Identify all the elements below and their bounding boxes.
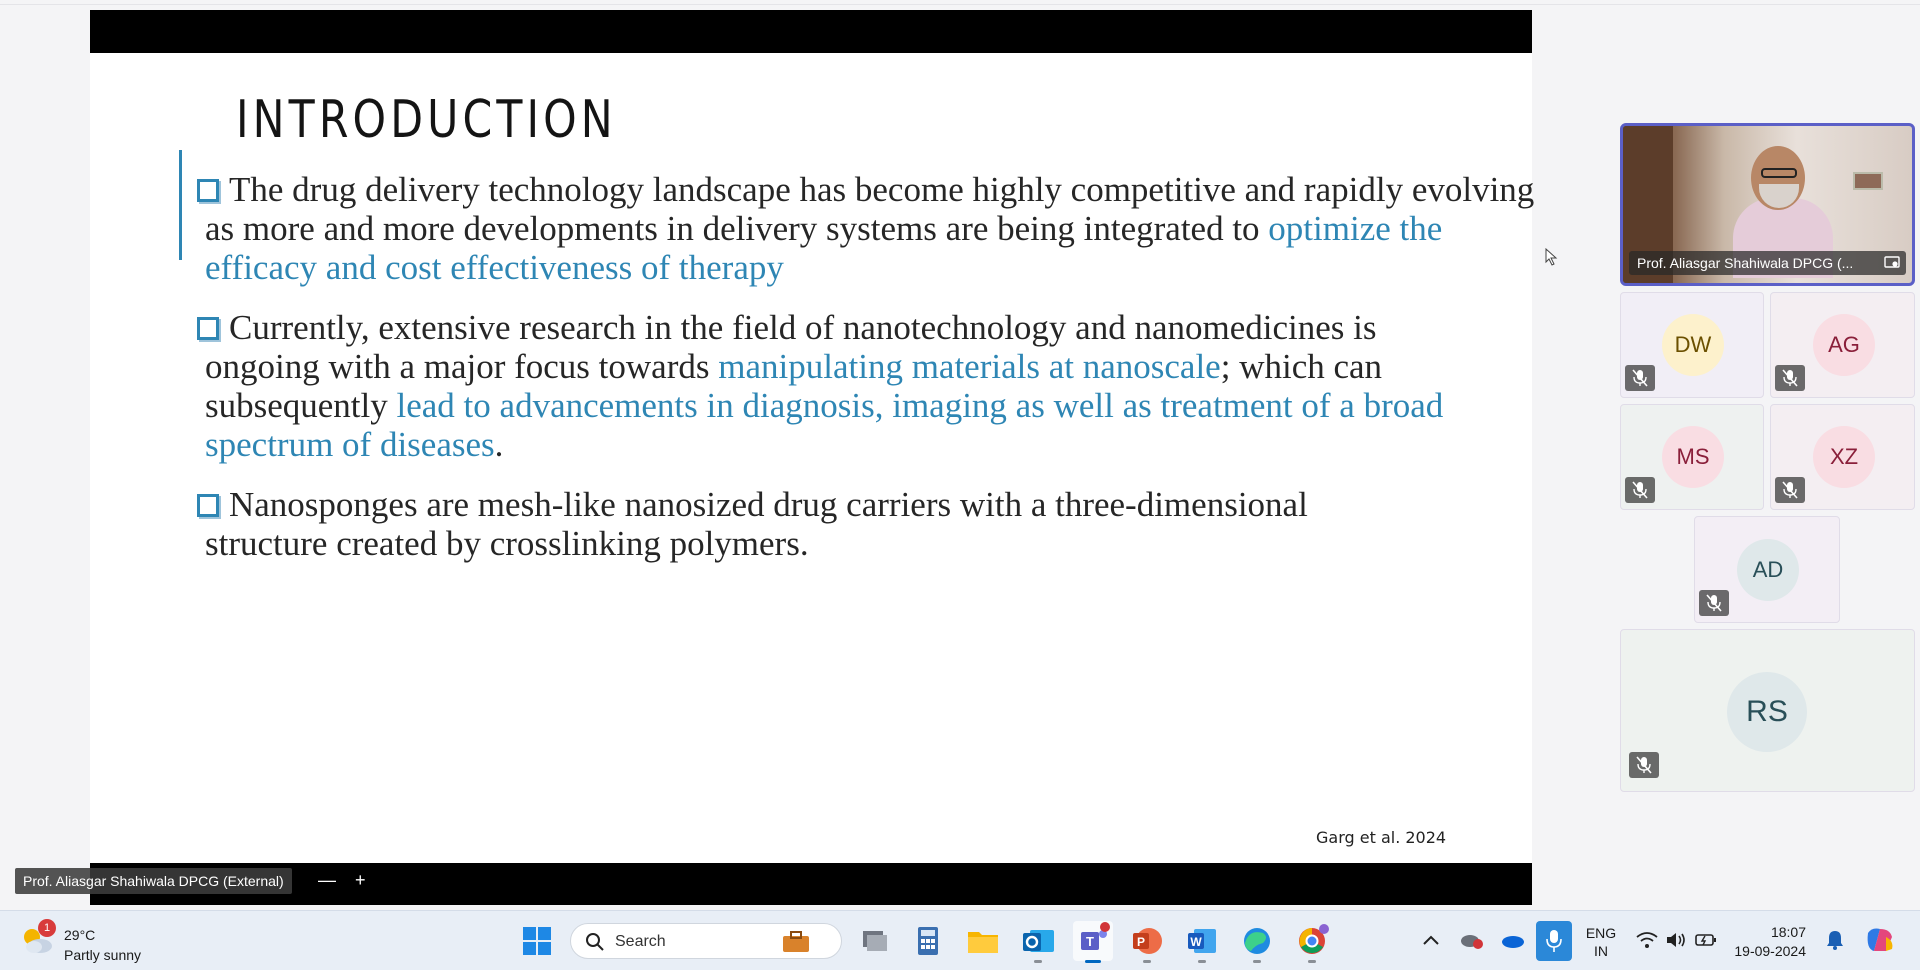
bullet-1-highlight: optimize the efficacy and cost effectiveness of therapy <box>205 209 1443 287</box>
bullet-3-text: Nanosponges are mesh-like nanosized drug carriers with a three-dimensional structure created by crosslinking polymers. <box>205 485 1308 563</box>
video-name-label <box>1629 251 1906 275</box>
avatar: XZ <box>1813 426 1875 488</box>
language-code: ENG <box>1585 925 1617 941</box>
search-icon <box>585 932 605 952</box>
slide-accent-line <box>179 150 182 260</box>
avatar: MS <box>1662 426 1724 488</box>
task-view-icon <box>854 921 894 961</box>
cloud-error-icon[interactable] <box>1459 929 1485 951</box>
mic-off-icon <box>1625 365 1655 391</box>
app-running-indicator <box>1143 960 1151 963</box>
svg-text:P: P <box>1136 935 1146 949</box>
windows-logo-icon <box>517 921 557 961</box>
search-label: Search <box>615 933 666 950</box>
weather-badge: 1 <box>38 919 56 937</box>
edge-app[interactable] <box>1237 921 1277 961</box>
outlook-icon <box>1018 921 1058 961</box>
language-indicator[interactable] <box>1580 924 1622 960</box>
bullet-2-text: Currently, extensive research in the field of nanotechnology and nanomedicines is ongoing with a major focus towards <box>205 308 1377 386</box>
mic-off-icon <box>1629 752 1659 778</box>
screen-share-icon <box>1884 255 1900 269</box>
participant-tile-xz[interactable] <box>1770 404 1915 510</box>
calculator-icon <box>908 921 948 961</box>
app-running-indicator <box>1198 960 1206 963</box>
bullet-2-highlight-1: manipulating materials at nanoscale <box>718 347 1221 386</box>
microphone-button[interactable] <box>1536 921 1572 961</box>
clock-time: 18:07 <box>1770 924 1806 940</box>
zoom-out-button[interactable]: — <box>318 870 336 890</box>
mic-off-icon <box>1775 477 1805 503</box>
avatar: AD <box>1737 539 1799 601</box>
chevron-up-icon[interactable] <box>1422 933 1440 947</box>
mic-off-icon <box>1699 590 1729 616</box>
video-name-text: Prof. Aliasgar Shahiwala DPCG (... <box>1637 255 1854 271</box>
calculator-app[interactable] <box>908 921 948 961</box>
mic-off-icon <box>1625 477 1655 503</box>
bullet-3 <box>205 485 1325 563</box>
powerpoint-app[interactable] <box>1127 921 1167 961</box>
edge-icon <box>1237 921 1277 961</box>
teams-icon <box>1073 921 1113 961</box>
shared-screen[interactable] <box>90 10 1535 905</box>
powerpoint-icon <box>1127 921 1167 961</box>
checkbox-bullet-icon <box>197 179 219 202</box>
briefcase-icon <box>781 930 811 954</box>
microphone-icon <box>1546 929 1562 953</box>
taskbar-search[interactable] <box>570 923 842 959</box>
app-running-indicator <box>1253 960 1261 963</box>
weather-description: Partly sunny <box>64 947 142 963</box>
avatar: AG <box>1813 314 1875 376</box>
bullet-1 <box>205 170 1535 287</box>
teams-app[interactable] <box>1073 921 1113 961</box>
chrome-icon <box>1292 921 1332 961</box>
video-background <box>1853 172 1883 190</box>
windows-taskbar <box>0 910 1920 970</box>
avatar: RS <box>1727 672 1807 752</box>
bullet-2-highlight-2: lead to advancements in diagnosis, imaging as well as treatment of a broad spectrum of diseases <box>205 386 1444 464</box>
file-explorer-app[interactable] <box>963 921 1003 961</box>
app-running-indicator <box>1034 960 1042 963</box>
clock[interactable] <box>1726 923 1806 961</box>
participant-video-tile[interactable] <box>1620 123 1915 286</box>
copilot-icon[interactable] <box>1864 925 1896 955</box>
participant-tile-ms[interactable] <box>1620 404 1764 510</box>
volume-icon[interactable] <box>1665 931 1687 949</box>
bullet-2-text-2: ; which can subsequently <box>205 347 1383 425</box>
video-person <box>1761 168 1797 178</box>
slide-top-bar <box>90 10 1532 53</box>
participant-tile-rs[interactable] <box>1620 629 1915 792</box>
mouse-cursor-icon <box>1545 248 1559 266</box>
participant-tile-dw[interactable] <box>1620 292 1764 398</box>
bullet-1-text: The drug delivery technology landscape has become highly competitive and rapidly evolving as more and more developments in delivery systems are being integrated to <box>205 170 1535 248</box>
participant-tile-ad[interactable] <box>1694 516 1840 623</box>
participant-tile-ag[interactable] <box>1770 292 1915 398</box>
weather-temperature: 29°C <box>64 927 96 943</box>
slide-bottom-bar <box>90 863 1532 905</box>
svg-text:T: T <box>1086 934 1094 949</box>
slide-citation: Garg et al. 2024 <box>1316 828 1447 847</box>
clock-date: 19-09-2024 <box>1734 943 1806 959</box>
mic-off-icon <box>1775 365 1805 391</box>
wifi-icon[interactable] <box>1636 931 1658 949</box>
svg-text:W: W <box>1190 935 1202 949</box>
battery-icon[interactable] <box>1694 931 1718 949</box>
word-icon <box>1182 921 1222 961</box>
notification-bell-icon[interactable] <box>1825 929 1845 951</box>
bullet-2 <box>205 308 1455 464</box>
word-app[interactable] <box>1182 921 1222 961</box>
checkbox-bullet-icon <box>197 494 219 517</box>
task-view-button[interactable] <box>854 921 894 961</box>
language-region: IN <box>1594 943 1608 959</box>
start-button[interactable] <box>517 921 557 961</box>
folder-icon <box>963 921 1003 961</box>
chrome-app[interactable] <box>1292 921 1332 961</box>
avatar: DW <box>1662 314 1724 376</box>
app-active-indicator <box>1085 960 1101 963</box>
window-top-border <box>0 4 1920 5</box>
presenter-name-label: Prof. Aliasgar Shahiwala DPCG (External) <box>15 868 292 894</box>
zoom-in-button[interactable]: + <box>355 870 366 890</box>
app-running-indicator <box>1308 960 1316 963</box>
slide-title: INTRODUCTION <box>236 90 617 150</box>
onedrive-icon[interactable] <box>1500 931 1526 949</box>
bullet-2-text-3: . <box>494 425 504 464</box>
checkbox-bullet-icon <box>197 317 219 340</box>
outlook-app[interactable] <box>1018 921 1058 961</box>
